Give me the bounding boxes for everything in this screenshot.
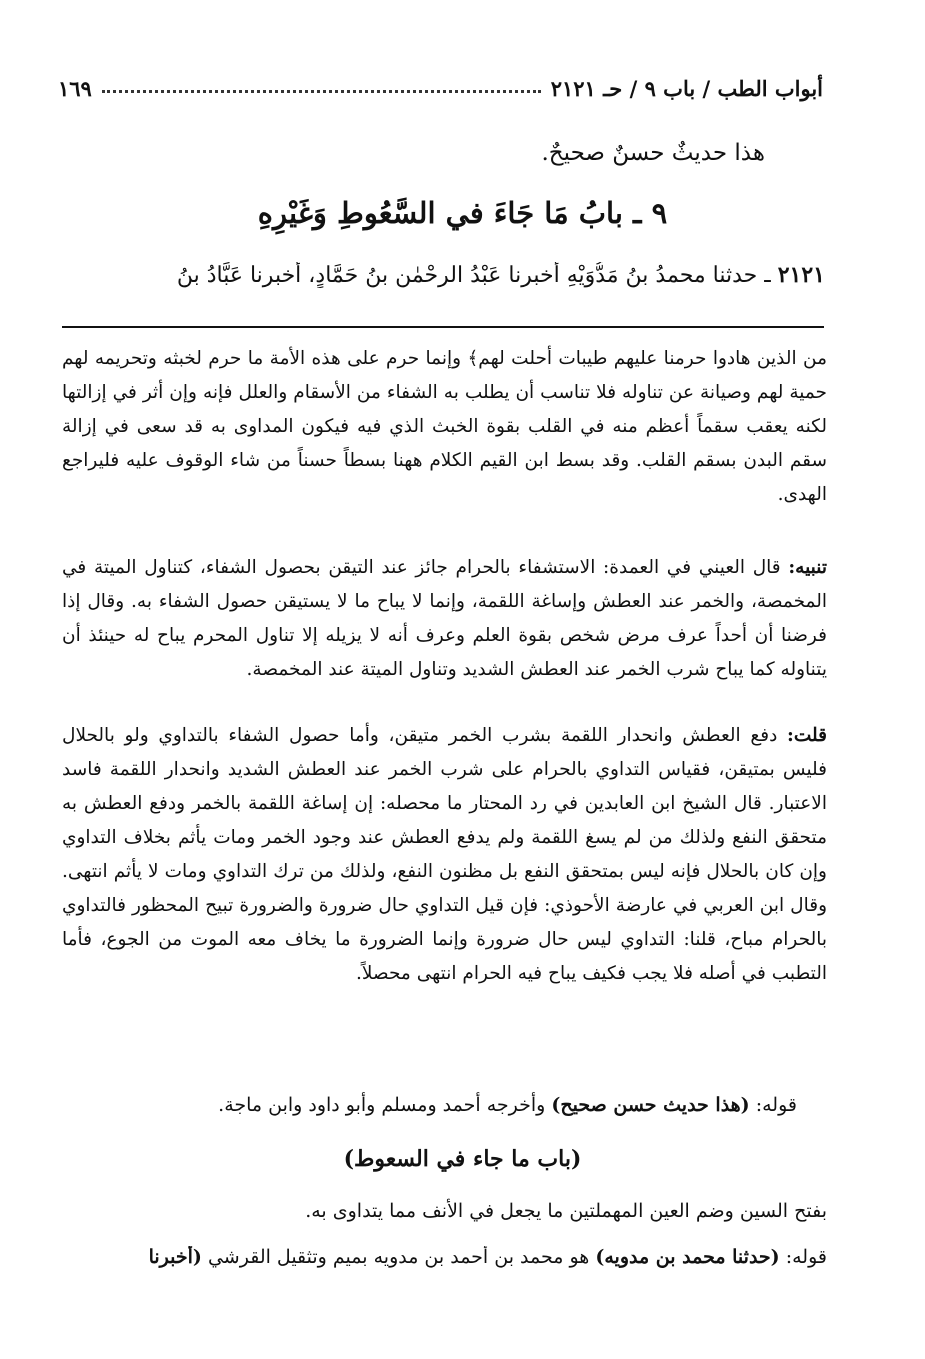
commentary-text-1: من الذين هادوا حرمنا عليهم طيبات أحلت لهم﴾ وإنما حرم على هذه الأمة ما حرم لخبثه وتحريمه لهم حمية لهم وصيانة عن تناوله فلا تناسب أن يطلب به الشفاء من الأسقام والعلل فإنه وإن أثر في إزالتها لكنه يعقب سقماً أعظم منه في القلب بقوة الخبث الذي فيه فيكون المداوى به قد سعى في إزالة سقم البدن بسقم القلب. وقد بسط ابن القيم الكلام ههنا بسطاً حسناً من شاء الوقوف عليه فليراجع الهدى. <box>62 348 827 505</box>
qawluh-2-rest: هو محمد بن أحمد بن مدويه بميم وتثقيل القرشي <box>207 1246 590 1268</box>
qawluh-2-prefix: قوله: <box>785 1246 827 1268</box>
section-subheading: (باب ما جاء في السعوط) <box>343 1146 582 1172</box>
hadith-number: ٢١٢١ <box>777 262 825 288</box>
qawluh-1-rest: وأخرجه أحمد ومسلم وأبو داود وابن ماجة. <box>218 1094 546 1116</box>
qultu-text: دفع العطش وانحدار اللقمة بشرب الخمر متيقن، وأما حصول الشفاء بالتداوي ولو بالحلال فليس بمتيقن، فقياس التداوي بالحرام على شرب الخمر عند العطش الشديد وانحدار اللقمة فاسد الاعتبار. قال الشيخ ابن العابدين في رد المحتار ما محصله: إن إساغة اللقمة بالخمر ودفع العطش به متحقق النفع ولذلك من لم يسغ اللقمة ولم يدفع العطش عند وجود الخمر ومات يأثم بخلاف التداوي وإن كان بالحلال فإنه ليس بمتحقق النفع بل مظنون النفع، ولذلك من ترك التداوي ومات لا يأثم انتهى. وقال ابن العربي في عارضة الأحوذي: فإن قيل التداوي حال ضرورة والضرورة تبيح المحظور فالتداوي بالحرام مباح، قلنا: التداوي ليس حال ضرورة وإنما الضرورة ما يخاف معه الموت من الجوع، فأما التطبب في أصله فلا يجب فكيف يباح فيه الحرام انتهى محصلاً. <box>62 725 827 984</box>
qawluh-line-2 <box>62 1246 827 1268</box>
qawluh-1-quote: (هذا حديث حسن صحيح) <box>551 1094 750 1116</box>
hadith-text <box>62 262 825 288</box>
running-title: أبواب الطب / باب ٩ / حـ ٢١٢١ <box>550 75 823 101</box>
qawluh-2-quote: (حدثنا محمد بن مدويه) <box>595 1246 780 1268</box>
page-number: ١٦٩ <box>58 75 92 101</box>
text-divider <box>62 326 824 328</box>
qawluh-1-prefix: قوله: <box>755 1094 797 1116</box>
commentary-paragraph-1 <box>62 342 827 512</box>
tanbih-label: تنبيه: <box>788 557 827 578</box>
dotted-leader <box>102 90 541 93</box>
subheading-explanation: بفتح السين وضم العين المهملتين ما يجعل في الأنف مما يتداوى به. <box>305 1200 827 1222</box>
commentary-qultu <box>62 719 827 991</box>
qawluh-line-1 <box>218 1094 797 1116</box>
commentary-tanbih <box>62 551 827 687</box>
hadith-isnad: ـ حدثنا محمدُ بنُ مَدُّوَيْهِ أخبرنا عَبْدُ الرحْمٰنِ بنُ حَمَّادٍ، أخبرنا عَبَّادُ بنُ <box>176 263 771 288</box>
page-header <box>58 70 823 106</box>
tanbih-text: قال العيني في العمدة: الاستشفاء بالحرام جائز عند التيقن بحصول الشفاء، كتناول الميتة في المخمصة، والخمر عند العطش وإساغة اللقمة، وإنما لا يباح ما لا يستيقن حصول الشفاء به. وقال إذا فرضنا أن أحداً عرف مرض شخص بقوة العلم وعرف أنه لا يزيله إلا تناول المحرم يباح له حينئذ أن يتناوله كما يباح شرب الخمر عند العطش الشديد وتناول الميتة عند المخمصة. <box>62 557 827 680</box>
qawluh-2-tail: (أخبرنا <box>148 1246 202 1268</box>
hadith-grade: هذا حديثٌ حسنٌ صحيحٌ. <box>541 140 765 166</box>
chapter-title: ٩ ـ بابُ مَا جَاءَ في السَّعُوطِ وَغَيْرِهِ <box>257 196 668 230</box>
qultu-label: قلت: <box>787 725 827 746</box>
